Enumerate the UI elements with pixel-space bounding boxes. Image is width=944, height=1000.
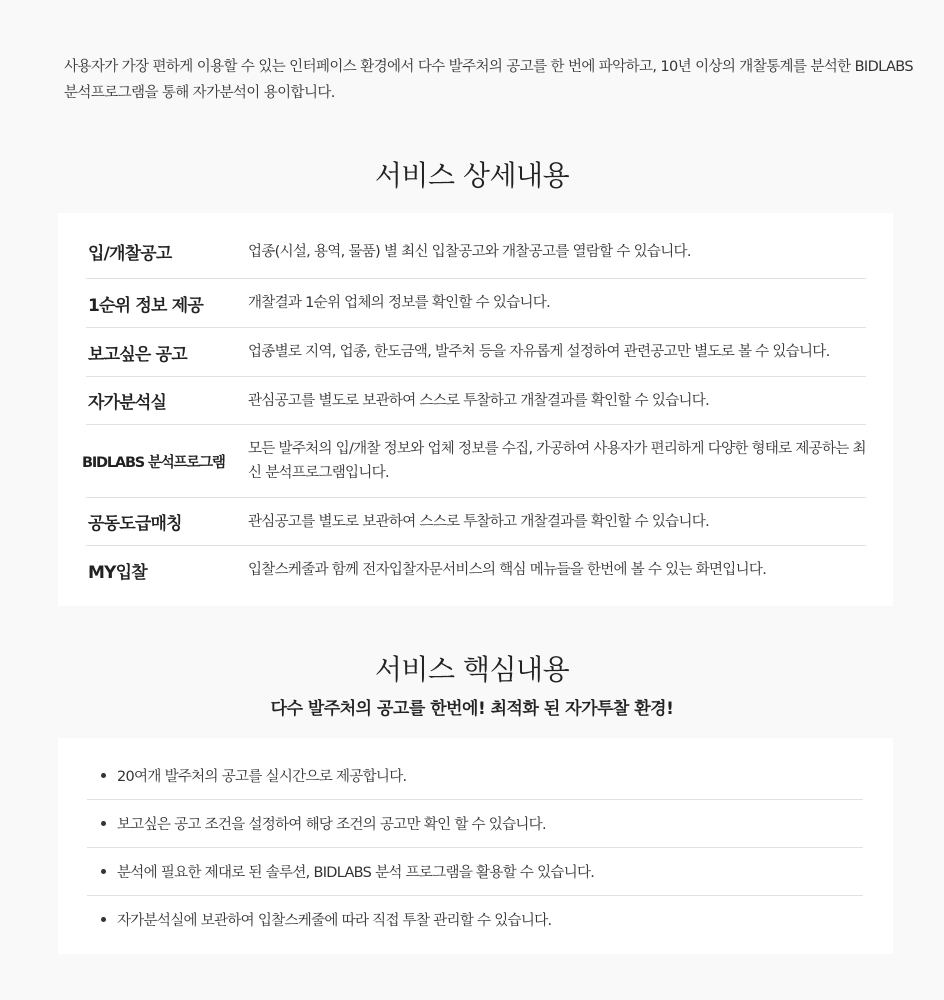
detail-row-desc: 업종(시설, 용역, 물품) 별 최신 입찰공고와 개찰공고를 열람할 수 있습니다. [248,243,691,260]
bullet-icon [101,869,106,874]
service-core-card [58,738,893,954]
detail-row-label: 자가분석실 [88,393,167,413]
bullet-icon [101,821,106,826]
detail-row-label: 보고싶은 공고 [88,344,187,365]
list-item [87,896,863,943]
list-item [87,800,863,848]
detail-row-label: BIDLABS 분석프로그램 [82,454,225,471]
detail-row-desc: 업종별로 지역, 업종, 한도금액, 발주처 등을 자유롭게 설정하여 관련공고만 별도로 볼 수 있습니다. [248,344,830,360]
list-item [87,752,863,800]
service-detail-title: 서비스 상세내용 [374,159,570,192]
list-item-text: 20여개 발주처의 공고를 실시간으로 제공합니다. [117,769,407,785]
detail-row [86,498,866,546]
detail-row-label: 1순위 정보 제공 [88,295,203,316]
service-detail-card [58,213,893,606]
list-item-text: 분석에 필요한 제대로 된 솔루션, BIDLABS 분석 프로그램을 활용할 수 있습니다. [117,865,595,881]
detail-row [86,377,866,425]
service-core-subtitle: 다수 발주처의 공고를 한번에! 최적화 된 자가투찰 환경! [270,699,674,719]
bullet-icon [101,773,106,778]
intro-line-2: 분석프로그램을 통해 자가분석이 용이합니다. [64,85,335,101]
detail-row [82,425,866,498]
detail-row [86,328,866,377]
detail-row-label: 공동도급매칭 [88,514,182,534]
intro-text [64,54,944,106]
detail-row-label: 입/개찰공고 [88,244,172,264]
detail-row [86,225,866,279]
list-item-text: 자가분석실에 보관하여 입찰스케줄에 따라 직접 투찰 관리할 수 있습니다. [117,913,552,929]
list-item [87,848,863,896]
detail-row-desc: 관심공고를 별도로 보관하여 스스로 투찰하고 개찰결과를 확인할 수 있습니다. [248,392,710,409]
bullet-icon [101,917,106,922]
core-list [87,752,863,943]
intro-line-1: 사용자가 가장 편하게 이용할 수 있는 인터페이스 환경에서 다수 발주처의 공고를 한 번에 파악하고, 10년 이상의 개찰통계를 분석한 BIDLABS [64,59,914,75]
detail-row-desc: 관심공고를 별도로 보관하여 스스로 투찰하고 개찰결과를 확인할 수 있습니다. [248,513,710,530]
detail-row [86,546,866,594]
list-item-text: 보고싶은 공고 조건을 설정하여 해당 조건의 공고만 확인 할 수 있습니다. [117,817,546,833]
service-core-title: 서비스 핵심내용 [374,653,570,686]
detail-row-desc: 개찰결과 1순위 업체의 정보를 확인할 수 있습니다. [248,295,551,311]
detail-row-desc: 모든 발주처의 입/개찰 정보와 업체 정보를 수집, 가공하여 사용자가 편리하게 다양한 형태로 제공하는 최신 분석프로그램입니다. [248,441,866,481]
detail-row-label: MY입찰 [88,562,147,583]
detail-row-desc: 입찰스케줄과 함께 전자입찰자문서비스의 핵심 메뉴들을 한번에 볼 수 있는 화면입니다. [248,562,767,578]
detail-row [86,279,866,328]
